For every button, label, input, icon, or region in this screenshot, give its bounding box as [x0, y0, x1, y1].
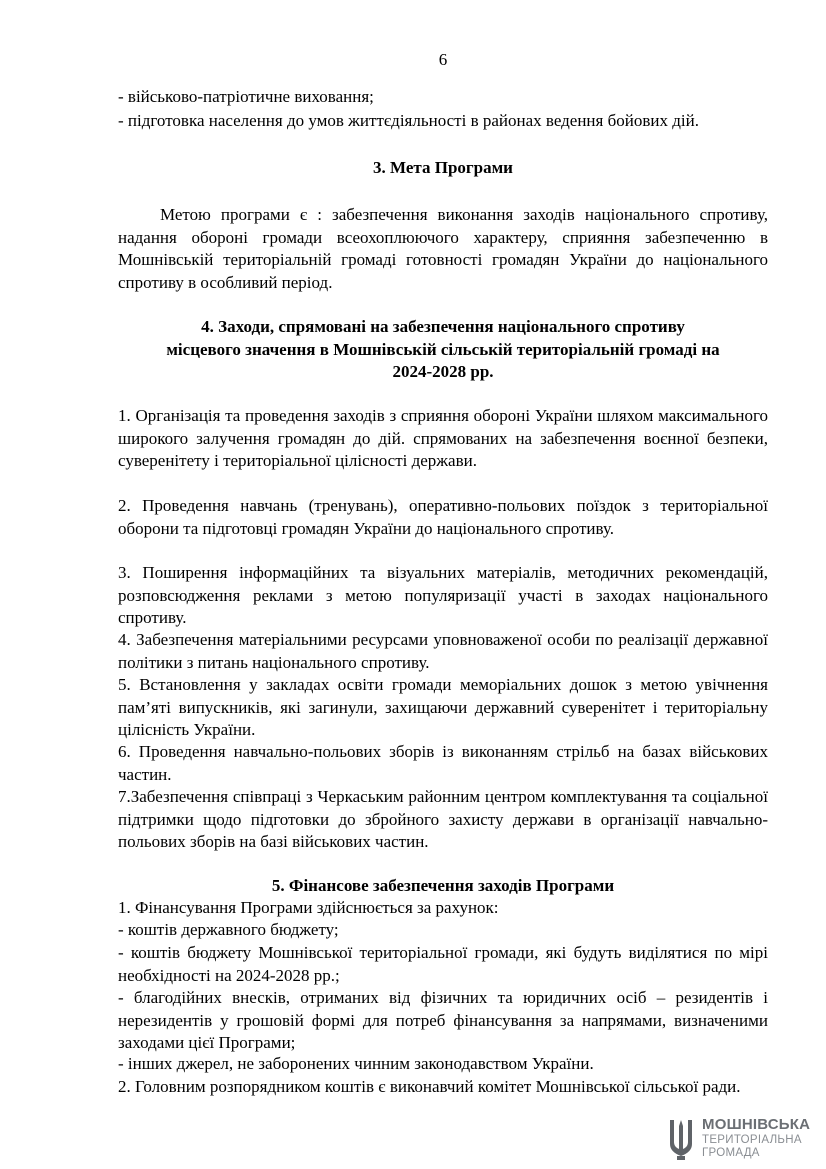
logo-line-2: ТЕРИТОРІАЛЬНА: [702, 1134, 802, 1146]
section-3-heading: 3. Мета Програми: [373, 158, 513, 177]
section-5-heading: 5. Фінансове забезпечення заходів Програми: [271, 876, 615, 895]
section-5-item: - благодійних внесків, отриманих від фізичних та юридичних осіб – резидентів і нерезидентів у грошовій формі для потреб фінансування за напрямами, визначеними заходами цієї Програми;: [118, 988, 768, 1052]
section-4-heading-line-2: місцевого значення в Мошнівській сільській територіальній громаді на: [166, 340, 720, 359]
section-5-item: - коштів бюджету Мошнівської територіальної громади, які будуть виділятися по мірі необхідності на 2024-2028 рр.;: [118, 943, 768, 985]
bullet-population-preparation: - підготовка населення до умов життєдіяльності в районах ведення бойових дій.: [118, 111, 699, 130]
section-4-item: 1. Організація та проведення заходів з сприяння обороні України шляхом максимального широкого залучення громадян до дій. спрямованих на забезпечення воєнної безпеки, суверенітету і територіальної цілісності держави.: [118, 406, 768, 470]
section-5-item: 1. Фінансування Програми здійснюється за рахунок:: [118, 898, 499, 917]
section-4-item: 7.Забезпечення співпраці з Черкаським районним центром комплектування та соціальної підтримки щодо підготовки до збройного захисту держави в організації навчально-польових зборів на базі військових частин.: [118, 787, 768, 851]
trident-icon: [664, 1116, 698, 1160]
page-number: 6: [438, 50, 448, 69]
section-4-heading-line-3: 2024-2028 рр.: [392, 362, 494, 381]
section-4-item: 2. Проведення навчань (тренувань), оперативно-польових поїздок з територіальної оборони та підготовці громадян України до національного спротиву.: [118, 496, 768, 538]
section-4-item: 4. Забезпечення матеріальними ресурсами уповноваженої особи по реалізації державної політики з питань національного спротиву.: [118, 630, 768, 672]
section-3-text: Метою програми є : забезпечення виконання заходів національного спротиву, надання обороні громади всеохоплюючого характеру, сприяння забезпеченню в Мошнівській територіальній громаді готовності громадян України до національного спротиву в особливий період.: [118, 205, 768, 292]
logo-line-1: МОШНІВСЬКА: [702, 1116, 811, 1133]
section-4-item: 3. Поширення інформаційних та візуальних матеріалів, методичних рекомендацій, розповсюдження реклами з метою популяризації участі в заходах національного спротиву.: [118, 563, 768, 627]
section-4-heading-line-1: 4. Заходи, спрямовані на забезпечення національного спротиву: [201, 317, 685, 336]
section-4-item: 6. Проведення навчально-польових зборів із виконанням стрільб на базах військових частин.: [118, 742, 768, 784]
section-5-item: 2. Головним розпорядником коштів є виконавчий комітет Мошнівської сільської ради.: [118, 1077, 741, 1096]
community-logo: [664, 1116, 814, 1162]
bullet-military-patriotic: - військово-патріотичне виховання;: [118, 87, 374, 106]
section-5-item: - коштів державного бюджету;: [118, 920, 339, 939]
section-4-item: 5. Встановлення у закладах освіти громади меморіальних дошок з метою увічнення пам’яті випускників, які загинули, захищаючи державний суверенітет і територіальну цілісність України.: [118, 675, 768, 739]
logo-line-3: ГРОМАДА: [702, 1147, 760, 1159]
section-5-item: - інших джерел, не заборонених чинним законодавством України.: [118, 1054, 594, 1073]
